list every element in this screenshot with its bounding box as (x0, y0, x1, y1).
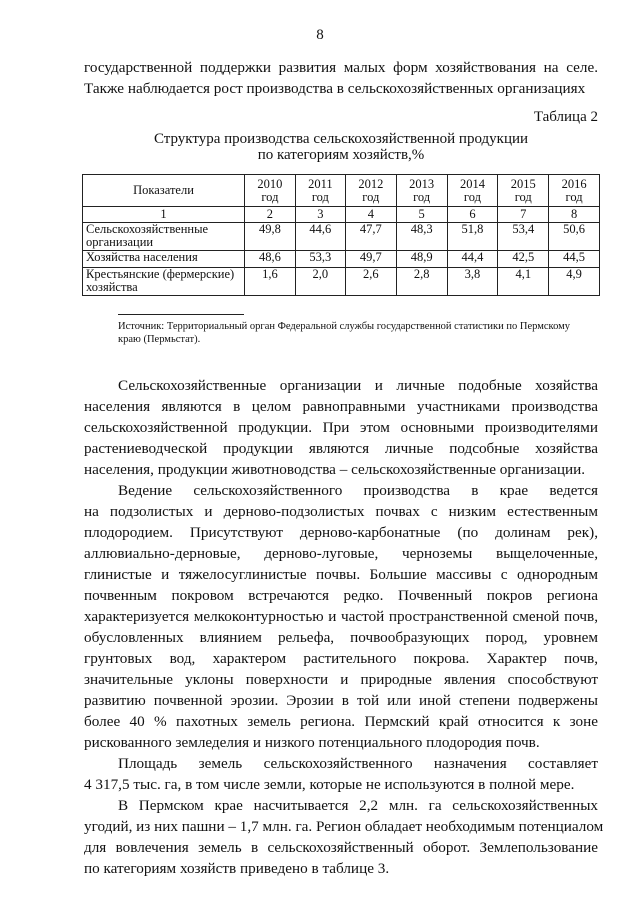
table-label: Таблица 2 (533, 109, 598, 125)
paragraph-line: значительные уклоны поверхности и природные явления способствуют (84, 671, 598, 688)
paragraph-line: развитию почвенной эрозии. Эрозии в той или иной степени подвержены (84, 692, 598, 709)
table-cell: 50,6 (549, 223, 600, 251)
source-note: Источник: Территориальный орган Федеральной службы государственной статистики по Пермскому (118, 321, 571, 332)
table-cell: 2,0 (295, 268, 345, 296)
paragraph-line: по категориям хозяйств приведено в таблице 3. (84, 860, 390, 877)
row-label: Хозяйства населения (83, 251, 245, 268)
table-cell: 48,9 (396, 251, 447, 268)
table-row (83, 223, 600, 251)
page-number: 8 (316, 27, 324, 43)
column-number: 8 (549, 207, 600, 223)
column-number: 2 (245, 207, 296, 223)
table-cell: 44,4 (447, 251, 498, 268)
table-cell: 48,6 (245, 251, 296, 268)
table-cell: 44,6 (295, 223, 345, 251)
table-cell: 47,7 (345, 223, 396, 251)
paragraph-line: рискованного земледелия и низкого потенциального плодородия почв. (84, 734, 540, 751)
header-year: 2011 год (295, 175, 345, 207)
paragraph-line: населения являются в целом равноправными участниками производства (84, 398, 598, 415)
paragraph-line: Ведение сельскохозяйственного производства в крае ведется (118, 482, 598, 499)
paragraph-line: глинистые и тяжелосуглинистые почвы. Большие массивы с однородным (84, 566, 598, 583)
table-cell: 3,8 (447, 268, 498, 296)
paragraph-line: для вовлечения земель в сельскохозяйственный оборот. Землепользование (84, 839, 598, 856)
header-year: 2010 год (245, 175, 296, 207)
table-subtitle: по категориям хозяйств,% (257, 147, 425, 163)
table-row (83, 268, 600, 296)
column-number: 1 (83, 207, 245, 223)
table-cell: 49,8 (245, 223, 296, 251)
table-cell: 44,5 (549, 251, 600, 268)
header-year: 2012 год (345, 175, 396, 207)
table-title: Структура производства сельскохозяйственной продукции (153, 131, 529, 147)
column-number: 4 (345, 207, 396, 223)
paragraph-line: Сельскохозяйственные организации и личные подобные хозяйства (118, 377, 598, 394)
table-cell: 53,4 (498, 223, 549, 251)
column-number: 3 (295, 207, 345, 223)
intro-line: Также наблюдается рост производства в сельскохозяйственных организациях (84, 80, 586, 97)
intro-line: государственной поддержки развития малых форм хозяйствования на селе. (84, 59, 598, 76)
table-cell: 2,6 (345, 268, 396, 296)
column-number: 5 (396, 207, 447, 223)
data-table (82, 174, 600, 296)
table-cell: 53,3 (295, 251, 345, 268)
paragraph-line: 4 317,5 тыс. га, в том числе земли, которые не используются в полной мере. (84, 776, 575, 793)
column-number: 6 (447, 207, 498, 223)
table-cell: 48,3 (396, 223, 447, 251)
row-label: Сельскохозяйственные организации (83, 223, 245, 251)
header-indicator: Показатели (83, 175, 245, 207)
table-cell: 4,1 (498, 268, 549, 296)
header-year: 2014 год (447, 175, 498, 207)
table-cell: 49,7 (345, 251, 396, 268)
footnote-divider (118, 314, 244, 315)
paragraph-line: сельскохозяйственной продукции. При этом основными производителями (84, 419, 598, 436)
source-note: краю (Пермьстат). (118, 334, 201, 345)
paragraph-line: более 40 % пахотных земель региона. Пермский край относится к зоне (84, 713, 598, 730)
header-year: 2013 год (396, 175, 447, 207)
paragraph-line: населения, продукции животноводства – сельскохозяйственные организации. (84, 461, 586, 478)
column-number: 7 (498, 207, 549, 223)
paragraph-line: почвенным покровом встречаются редко. Почвенный покров региона (84, 587, 598, 604)
paragraph-line: грунтовых вод, характером растительного покрова. Характер почв, (84, 650, 598, 667)
table-cell: 4,9 (549, 268, 600, 296)
paragraph-line: характеризуется мелкоконтурностью и частой пространственной сменой почв, (84, 608, 598, 625)
row-label: Крестьянские (фермерские) хозяйства (83, 268, 245, 296)
paragraph-line: аллювиально-дерновые, дерново-луговые, черноземы выщелоченные, (84, 545, 598, 562)
paragraph-line: на подзолистых и дерново-подзолистых почвах с низким естественным (84, 503, 598, 520)
paragraph-line: Площадь земель сельскохозяйственного назначения составляет (118, 755, 598, 772)
column-number-row (83, 207, 600, 223)
header-year: 2016 год (549, 175, 600, 207)
table-header-row (83, 175, 600, 207)
paragraph-line: плодородием. Присутствуют дерново-карбонатные (по долинам рек), (84, 524, 598, 541)
table-cell: 2,8 (396, 268, 447, 296)
table-row (83, 251, 600, 268)
table-cell: 42,5 (498, 251, 549, 268)
paragraph-line: обусловленных влиянием рельефа, почвообразующих пород, уровнем (84, 629, 598, 646)
paragraph-line: В Пермском крае насчитывается 2,2 млн. га сельскохозяйственных (118, 797, 598, 814)
table-cell: 51,8 (447, 223, 498, 251)
paragraph-line: растениеводческой продукции являются личные подсобные хозяйства (84, 440, 598, 457)
paragraph-line: угодий, из них пашни – 1,7 млн. га. Регион обладает необходимым потенциалом (84, 818, 604, 835)
table-cell: 1,6 (245, 268, 296, 296)
header-year: 2015 год (498, 175, 549, 207)
